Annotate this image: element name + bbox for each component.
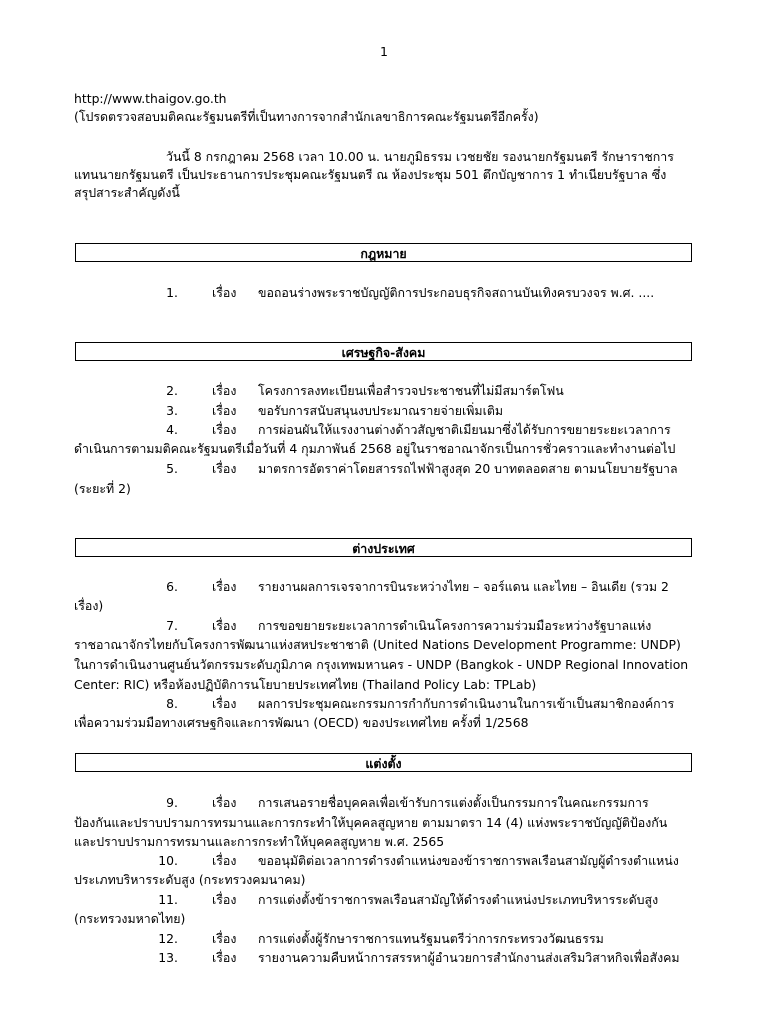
item-continuation: เรื่อง) [74, 598, 104, 613]
item-continuation: (ระยะที่ 2) [74, 481, 131, 496]
item-title: มาตรการอัตราค่าโดยสารรถไฟฟ้าสูงสุด 20 บาทตลอดสาย ตามนโยบายรัฐบาล [258, 461, 678, 476]
page-number: 1 [380, 44, 388, 59]
item-title: การแต่งตั้งข้าราชการพลเรือนสามัญให้ดำรงตำแหน่งประเภทบริหารระดับสูง [258, 892, 659, 907]
item-label: เรื่อง [212, 422, 237, 437]
intro-line-1: วันนี้ 8 กรกฎาคม 2568 เวลา 10.00 น. นายภูมิธรรม เวชยชัย รองนายกรัฐมนตรี รักษาราชการ [166, 149, 674, 164]
item-number: 10. [158, 853, 178, 868]
section-heading-appointments: แต่งตั้ง [75, 753, 692, 772]
item-title: รายงานผลการเจรจาการบินระหว่างไทย – จอร์แดน และไทย – อินเดีย (รวม 2 [258, 579, 669, 594]
item-label: เรื่อง [212, 853, 237, 868]
item-title: การขอขยายระยะเวลาการดำเนินโครงการความร่วมมือระหว่างรัฐบาลแห่ง [258, 618, 652, 633]
item-label: เรื่อง [212, 618, 237, 633]
item-label: เรื่อง [212, 461, 237, 476]
item-number: 5. [166, 461, 178, 476]
item-label: เรื่อง [212, 285, 237, 300]
item-continuation: ราชอาณาจักรไทยกับโครงการพัฒนาแห่งสหประชาชาติ (United Nations Development Programme: UNDP) [74, 637, 681, 652]
item-number: 4. [166, 422, 178, 437]
intro-line-2: แทนนายกรัฐมนตรี เป็นประธานการประชุมคณะรัฐมนตรี ณ ห้องประชุม 501 ตึกบัญชาการ 1 ทำเนียบรัฐบาล ซึ่ง [74, 167, 667, 182]
item-label: เรื่อง [212, 931, 237, 946]
section-heading-law: กฎหมาย [75, 243, 692, 262]
item-title: การแต่งตั้งผู้รักษาราชการแทนรัฐมนตรีว่าการกระทรวงวัฒนธรรม [258, 931, 604, 946]
item-title: รายงานความคืบหน้าการสรรหาผู้อำนวยการสำนักงานส่งเสริมวิสาหกิจเพื่อสังคม [258, 950, 680, 965]
item-number: 6. [166, 579, 178, 594]
item-number: 3. [166, 403, 178, 418]
item-label: เรื่อง [212, 579, 237, 594]
item-continuation: ในการดำเนินงานศูนย์นวัตกรรมระดับภูมิภาค กรุงเทพมหานคร - UNDP (Bangkok - UNDP Regional Innovation [74, 657, 689, 672]
item-label: เรื่อง [212, 950, 237, 965]
item-title: การเสนอรายชื่อบุคคลเพื่อเข้ารับการแต่งตั้งเป็นกรรมการในคณะกรรมการ [258, 795, 649, 810]
source-url[interactable]: http://www.thaigov.go.th [74, 91, 227, 106]
verification-note: (โปรดตรวจสอบมติคณะรัฐมนตรีที่เป็นทางการจากสำนักเลขาธิการคณะรัฐมนตรีอีกครั้ง) [74, 109, 539, 124]
item-label: เรื่อง [212, 403, 237, 418]
item-label: เรื่อง [212, 892, 237, 907]
section-heading-economy-society: เศรษฐกิจ-สังคม [75, 342, 692, 361]
item-continuation: ประเภทบริหารระดับสูง (กระทรวงคมนาคม) [74, 872, 306, 887]
item-continuation: (กระทรวงมหาดไทย) [74, 911, 186, 926]
item-number: 7. [166, 618, 178, 633]
item-title: โครงการลงทะเบียนเพื่อสำรวจประชาชนที่ไม่มีสมาร์ตโฟน [258, 383, 564, 398]
item-title: ผลการประชุมคณะกรรมการกำกับการดำเนินงานในการเข้าเป็นสมาชิกองค์การ [258, 696, 675, 711]
item-number: 11. [158, 892, 178, 907]
item-label: เรื่อง [212, 383, 237, 398]
item-title: ขออนุมัติต่อเวลาการดำรงตำแหน่งของข้าราชการพลเรือนสามัญผู้ดำรงตำแหน่ง [258, 853, 679, 868]
section-heading-foreign: ต่างประเทศ [75, 538, 692, 557]
heading-underline [120, 556, 692, 557]
item-number: 8. [166, 696, 178, 711]
item-title: ขอถอนร่างพระราชบัญญัติการประกอบธุรกิจสถานบันเทิงครบวงจร พ.ศ. .... [258, 285, 655, 300]
item-label: เรื่อง [212, 696, 237, 711]
item-continuation: Center: RIC) หรือห้องปฏิบัติการนโยบายประเทศไทย (Thailand Policy Lab: TPLab) [74, 677, 537, 692]
intro-line-3: สรุปสาระสำคัญดังนี้ [74, 185, 180, 200]
item-title: ขอรับการสนับสนุนงบประมาณรายจ่ายเพิ่มเติม [258, 403, 504, 418]
item-number: 13. [158, 950, 178, 965]
item-number: 12. [158, 931, 178, 946]
item-label: เรื่อง [212, 795, 237, 810]
item-number: 1. [166, 285, 178, 300]
item-number: 9. [166, 795, 178, 810]
item-continuation: ป้องกันและปราบปรามการทรมานและการกระทำให้บุคคลสูญหาย ตามมาตรา 14 (4) แห่งพระราชบัญญัติป้องกัน [74, 815, 668, 830]
item-continuation: และปราบปรามการทรมานและการกระทำให้บุคคลสูญหาย พ.ศ. 2565 [74, 834, 445, 849]
item-continuation: เพื่อความร่วมมือทางเศรษฐกิจและการพัฒนา (OECD) ของประเทศไทย ครั้งที่ 1/2568 [74, 715, 529, 730]
item-title: การผ่อนผันให้แรงงานต่างด้าวสัญชาติเมียนมาซึ่งได้รับการขยายระยะเวลาการ [258, 422, 671, 437]
item-continuation: ดำเนินการตามมติคณะรัฐมนตรีเมื่อวันที่ 4 กุมภาพันธ์ 2568 อยู่ในราชอาณาจักรเป็นการชั่วคราวและทำงานต่อไป [74, 441, 676, 456]
item-number: 2. [166, 383, 178, 398]
